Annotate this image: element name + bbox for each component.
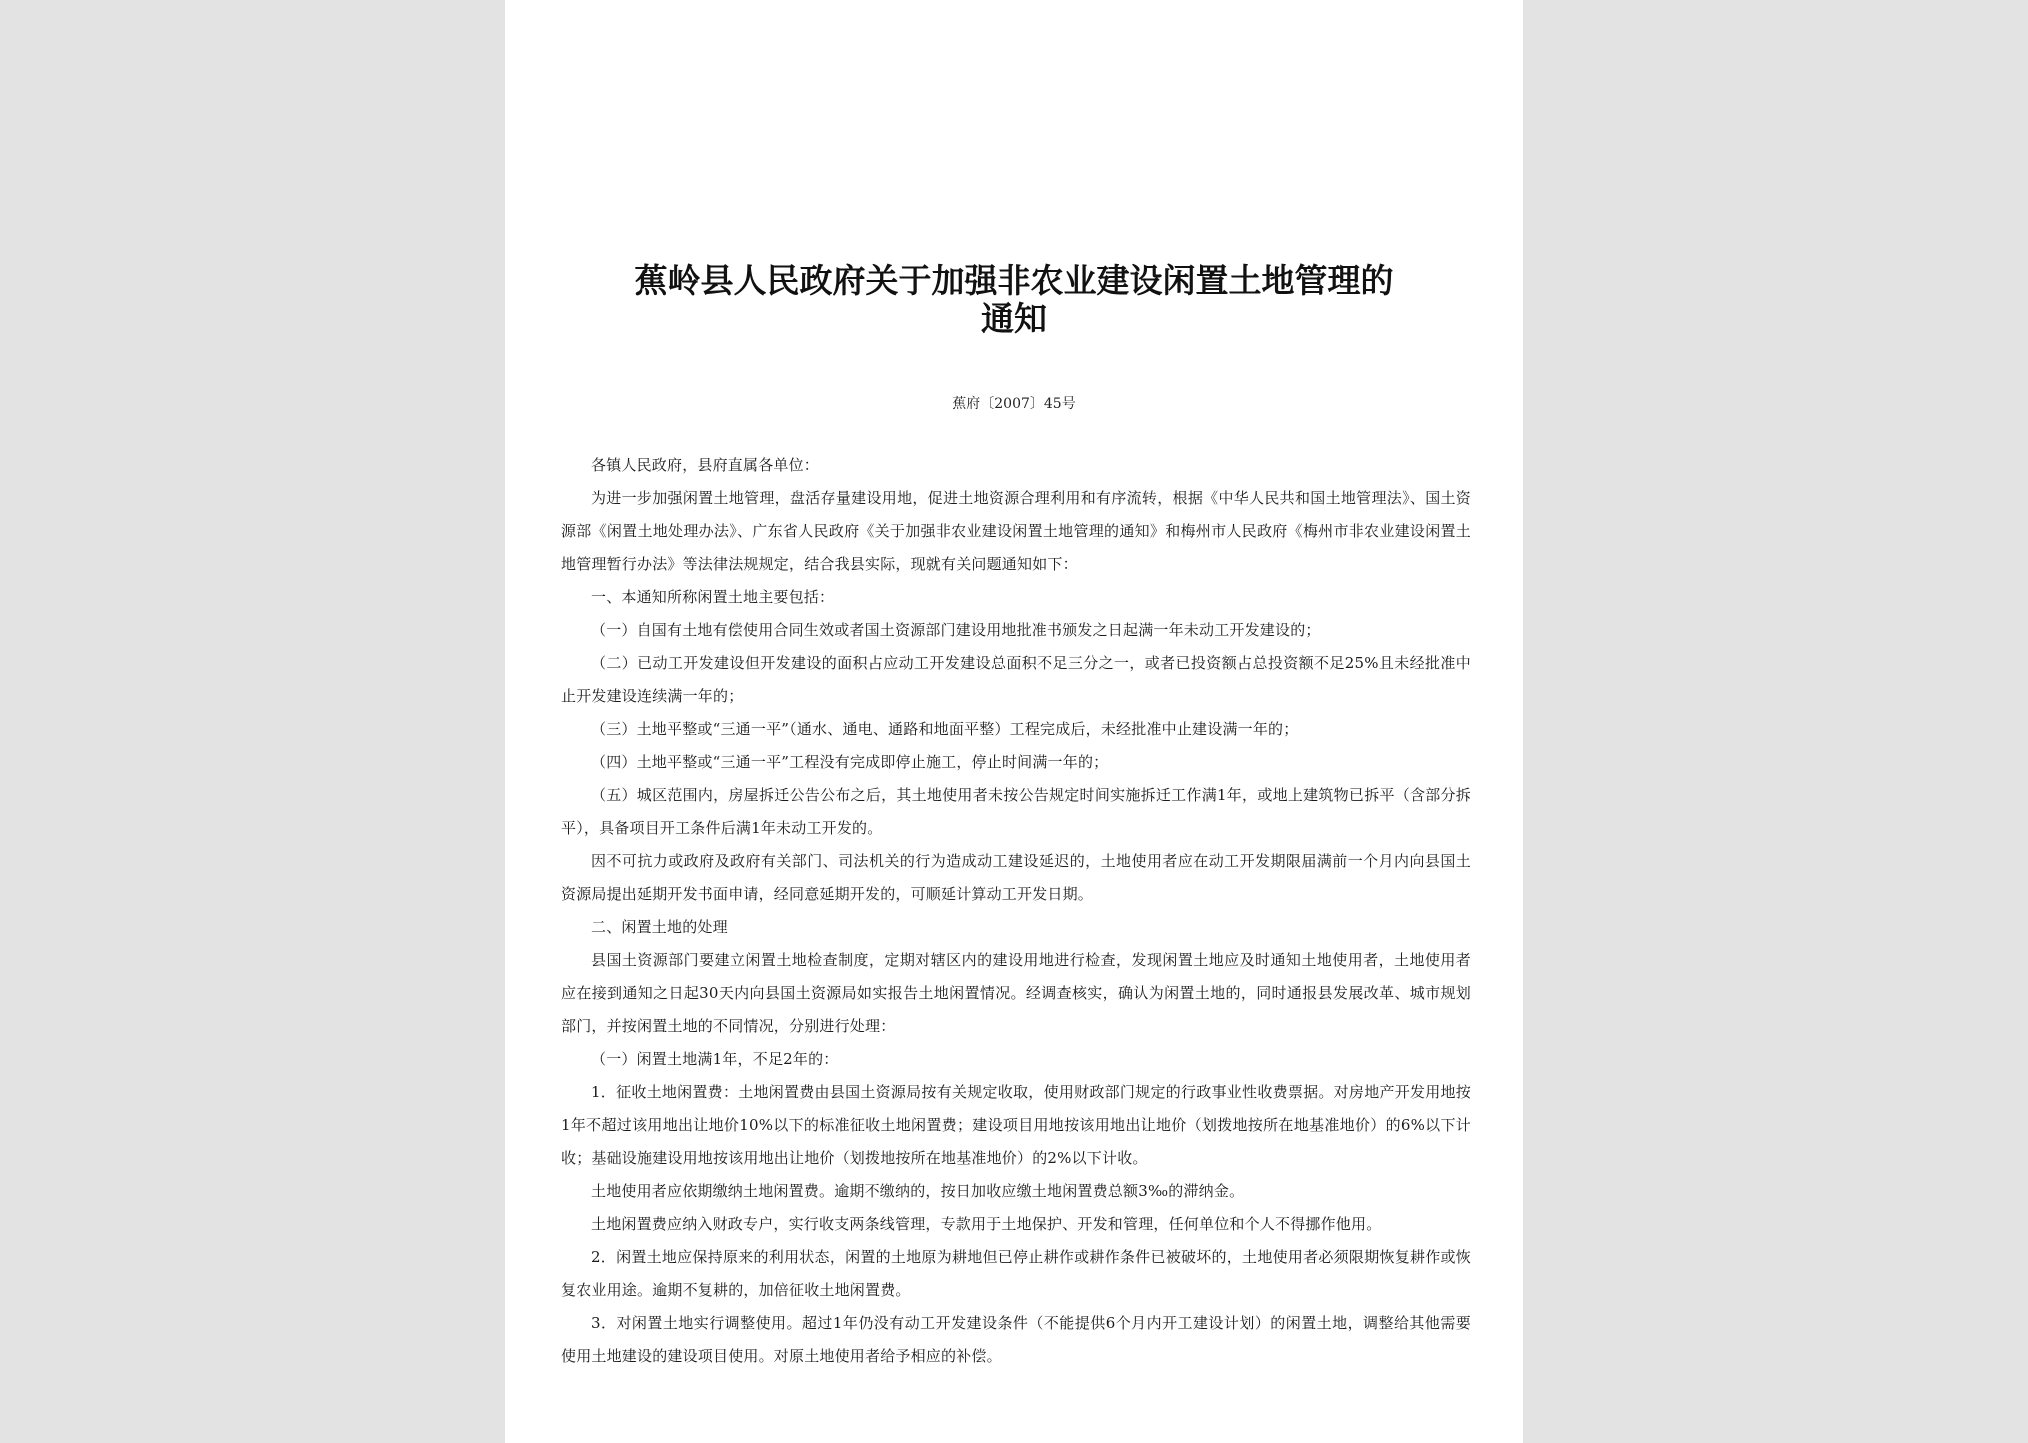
paragraph: 一、本通知所称闲置土地主要包括： bbox=[591, 588, 835, 606]
paragraph: 为进一步加强闲置土地管理，盘活存量建设用地，促进土地资源合理利用和有序流转，根据《中华人民共和国土地管理法》、国土资源部《闲置土地处理办法》、广东省人民政府《关于加强非农业建设闲置土地管理的通知》和梅州市人民政府《梅州市非农业建设闲置土地管理暂行办法》等法律法规规定，结合我县实际，现就有关问题通知如下： bbox=[561, 489, 1471, 573]
title-line-2: 通知 bbox=[981, 299, 1047, 338]
document-number: 蕉府〔2007〕45号 bbox=[952, 396, 1076, 412]
paragraph: 2．闲置土地应保持原来的利用状态，闲置的土地原为耕地但已停止耕作或耕作条件已被破坏的，土地使用者必须限期恢复耕作或恢复农业用途。逾期不复耕的，加倍征收土地闲置费。 bbox=[561, 1248, 1471, 1299]
paragraph: （一）闲置土地满1年，不足2年的： bbox=[591, 1050, 839, 1068]
document-page bbox=[505, 0, 1523, 1443]
paragraph: 3．对闲置土地实行调整使用。超过1年仍没有动工开发建设条件（不能提供6个月内开工建设计划）的闲置土地，调整给其他需要使用土地建设的建设项目使用。对原土地使用者给予相应的补偿。 bbox=[561, 1314, 1471, 1365]
paragraph: 县国土资源部门要建立闲置土地检查制度，定期对辖区内的建设用地进行检查，发现闲置土地应及时通知土地使用者，土地使用者应在接到通知之日起30天内向县国土资源局如实报告土地闲置情况。经调查核实，确认为闲置土地的，同时通报县发展改革、城市规划部门，并按闲置土地的不同情况，分别进行处理： bbox=[561, 951, 1471, 1035]
paragraph: 二、闲置土地的处理 bbox=[591, 918, 728, 936]
paragraph: （五）城区范围内，房屋拆迁公告公布之后，其土地使用者未按公告规定时间实施拆迁工作满1年，或地上建筑物已拆平（含部分拆平），具备项目开工条件后满1年未动工开发的。 bbox=[561, 786, 1471, 837]
paragraph: 因不可抗力或政府及政府有关部门、司法机关的行为造成动工建设延迟的，土地使用者应在动工开发期限届满前一个月内向县国土资源局提出延期开发书面申请，经同意延期开发的，可顺延计算动工开发日期。 bbox=[561, 852, 1471, 903]
document-body bbox=[561, 449, 1471, 1373]
document-title bbox=[505, 262, 1523, 338]
paragraph: 1．征收土地闲置费：土地闲置费由县国土资源局按有关规定收取，使用财政部门规定的行政事业性收费票据。对房地产开发用地按1年不超过该用地出让地价10%以下的标准征收土地闲置费；建设项目用地按该用地出让地价（划拨地按所在地基准地价）的6%以下计收；基础设施建设用地按该用地出让地价（划拨地按所在地基准地价）的2%以下计收。 bbox=[561, 1083, 1471, 1167]
paragraph: 土地闲置费应纳入财政专户，实行收支两条线管理，专款用于土地保护、开发和管理，任何单位和个人不得挪作他用。 bbox=[591, 1215, 1382, 1233]
paragraph: 各镇人民政府，县府直属各单位： bbox=[591, 456, 820, 474]
paragraph: （三）土地平整或“三通一平”（通水、通电、通路和地面平整）工程完成后，未经批准中止建设满一年的； bbox=[591, 720, 1299, 738]
paragraph: （一）自国有土地有偿使用合同生效或者国土资源部门建设用地批准书颁发之日起满一年未动工开发建设的； bbox=[591, 621, 1321, 639]
paragraph: （二）已动工开发建设但开发建设的面积占应动工开发建设总面积不足三分之一，或者已投资额占总投资额不足25%且未经批准中止开发建设连续满一年的； bbox=[561, 654, 1471, 705]
title-line-1: 蕉岭县人民政府关于加强非农业建设闲置土地管理的 bbox=[634, 261, 1394, 300]
paragraph: 土地使用者应依期缴纳土地闲置费。逾期不缴纳的，按日加收应缴土地闲置费总额3‰的滞纳金。 bbox=[591, 1182, 1245, 1200]
paragraph: （四）土地平整或“三通一平”工程没有完成即停止施工，停止时间满一年的； bbox=[591, 753, 1109, 771]
